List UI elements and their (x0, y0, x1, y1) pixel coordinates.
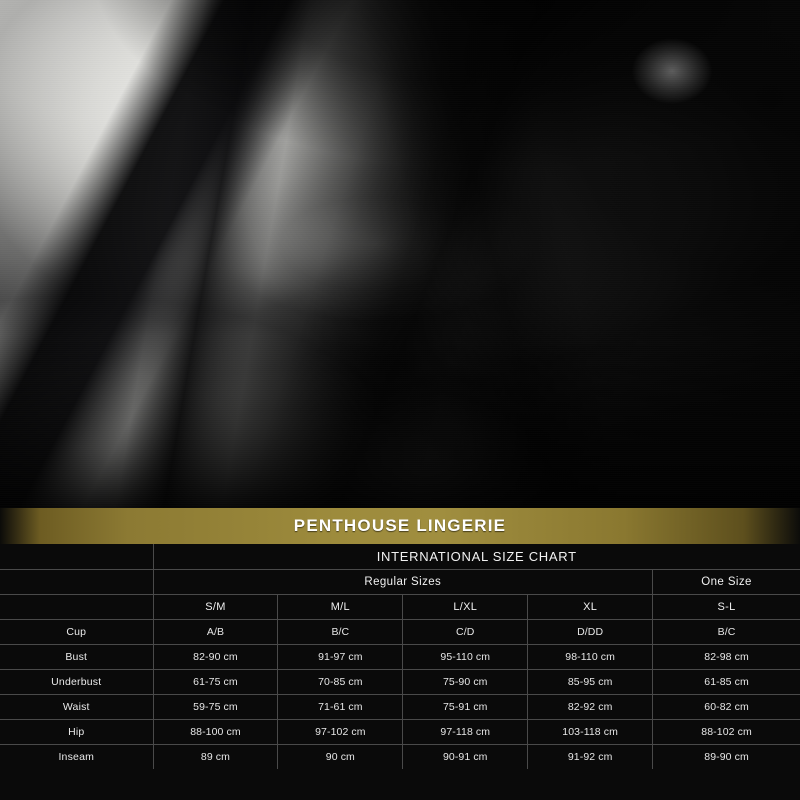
table-row (0, 719, 800, 744)
table-row (0, 694, 800, 719)
cell-waist-ml: 71-61 cm (278, 694, 403, 719)
size-header-lxl: L/XL (403, 594, 528, 619)
table-row (0, 619, 800, 644)
size-header-sl: S-L (653, 594, 800, 619)
cell-underbust-ml: 70-85 cm (278, 669, 403, 694)
table-row (0, 644, 800, 669)
cell-hip-lxl: 97-118 cm (403, 719, 528, 744)
cell-bust-sl: 82-98 cm (653, 644, 800, 669)
row-label-waist: Waist (0, 694, 153, 719)
brand-banner (0, 508, 800, 544)
row-label-bust: Bust (0, 644, 153, 669)
size-chart-table (0, 544, 800, 769)
cell-hip-sl: 88-102 cm (653, 719, 800, 744)
cell-underbust-lxl: 75-90 cm (403, 669, 528, 694)
size-header-xl: XL (528, 594, 653, 619)
cell-inseam-ml: 90 cm (278, 744, 403, 769)
table-row (0, 744, 800, 769)
cell-waist-lxl: 75-91 cm (403, 694, 528, 719)
row-label-inseam: Inseam (0, 744, 153, 769)
cell-bust-sm: 82-90 cm (153, 644, 278, 669)
cell-inseam-xl: 91-92 cm (528, 744, 653, 769)
cell-bust-ml: 91-97 cm (278, 644, 403, 669)
chart-corner-cell (0, 544, 153, 569)
cell-underbust-sm: 61-75 cm (153, 669, 278, 694)
group-header-one-size: One Size (653, 569, 800, 594)
cell-bust-lxl: 95-110 cm (403, 644, 528, 669)
group-header-regular: Regular Sizes (153, 569, 653, 594)
table-row (0, 669, 800, 694)
cell-underbust-sl: 61-85 cm (653, 669, 800, 694)
size-header-sm: S/M (153, 594, 278, 619)
cell-waist-xl: 82-92 cm (528, 694, 653, 719)
cell-hip-sm: 88-100 cm (153, 719, 278, 744)
cell-waist-sm: 59-75 cm (153, 694, 278, 719)
row-label-cup: Cup (0, 619, 153, 644)
size-chart-container (0, 544, 800, 800)
cell-cup-sl: B/C (653, 619, 800, 644)
chart-corner-cell-2 (0, 569, 153, 594)
cell-hip-ml: 97-102 cm (278, 719, 403, 744)
cell-cup-lxl: C/D (403, 619, 528, 644)
size-header-ml: M/L (278, 594, 403, 619)
cell-waist-sl: 60-82 cm (653, 694, 800, 719)
cell-cup-ml: B/C (278, 619, 403, 644)
cell-inseam-lxl: 90-91 cm (403, 744, 528, 769)
chart-title-row (0, 544, 800, 569)
row-label-hip: Hip (0, 719, 153, 744)
cell-cup-xl: D/DD (528, 619, 653, 644)
cell-inseam-sm: 89 cm (153, 744, 278, 769)
brand-title: PENTHOUSE LINGERIE (293, 516, 507, 535)
cell-underbust-xl: 85-95 cm (528, 669, 653, 694)
cell-hip-xl: 103-118 cm (528, 719, 653, 744)
row-label-underbust: Underbust (0, 669, 153, 694)
cell-inseam-sl: 89-90 cm (653, 744, 800, 769)
chart-size-header-row (0, 594, 800, 619)
chart-title: INTERNATIONAL SIZE CHART (153, 544, 800, 569)
cell-cup-sm: A/B (153, 619, 278, 644)
cell-bust-xl: 98-110 cm (528, 644, 653, 669)
chart-corner-cell-3 (0, 594, 153, 619)
chart-group-row (0, 569, 800, 594)
